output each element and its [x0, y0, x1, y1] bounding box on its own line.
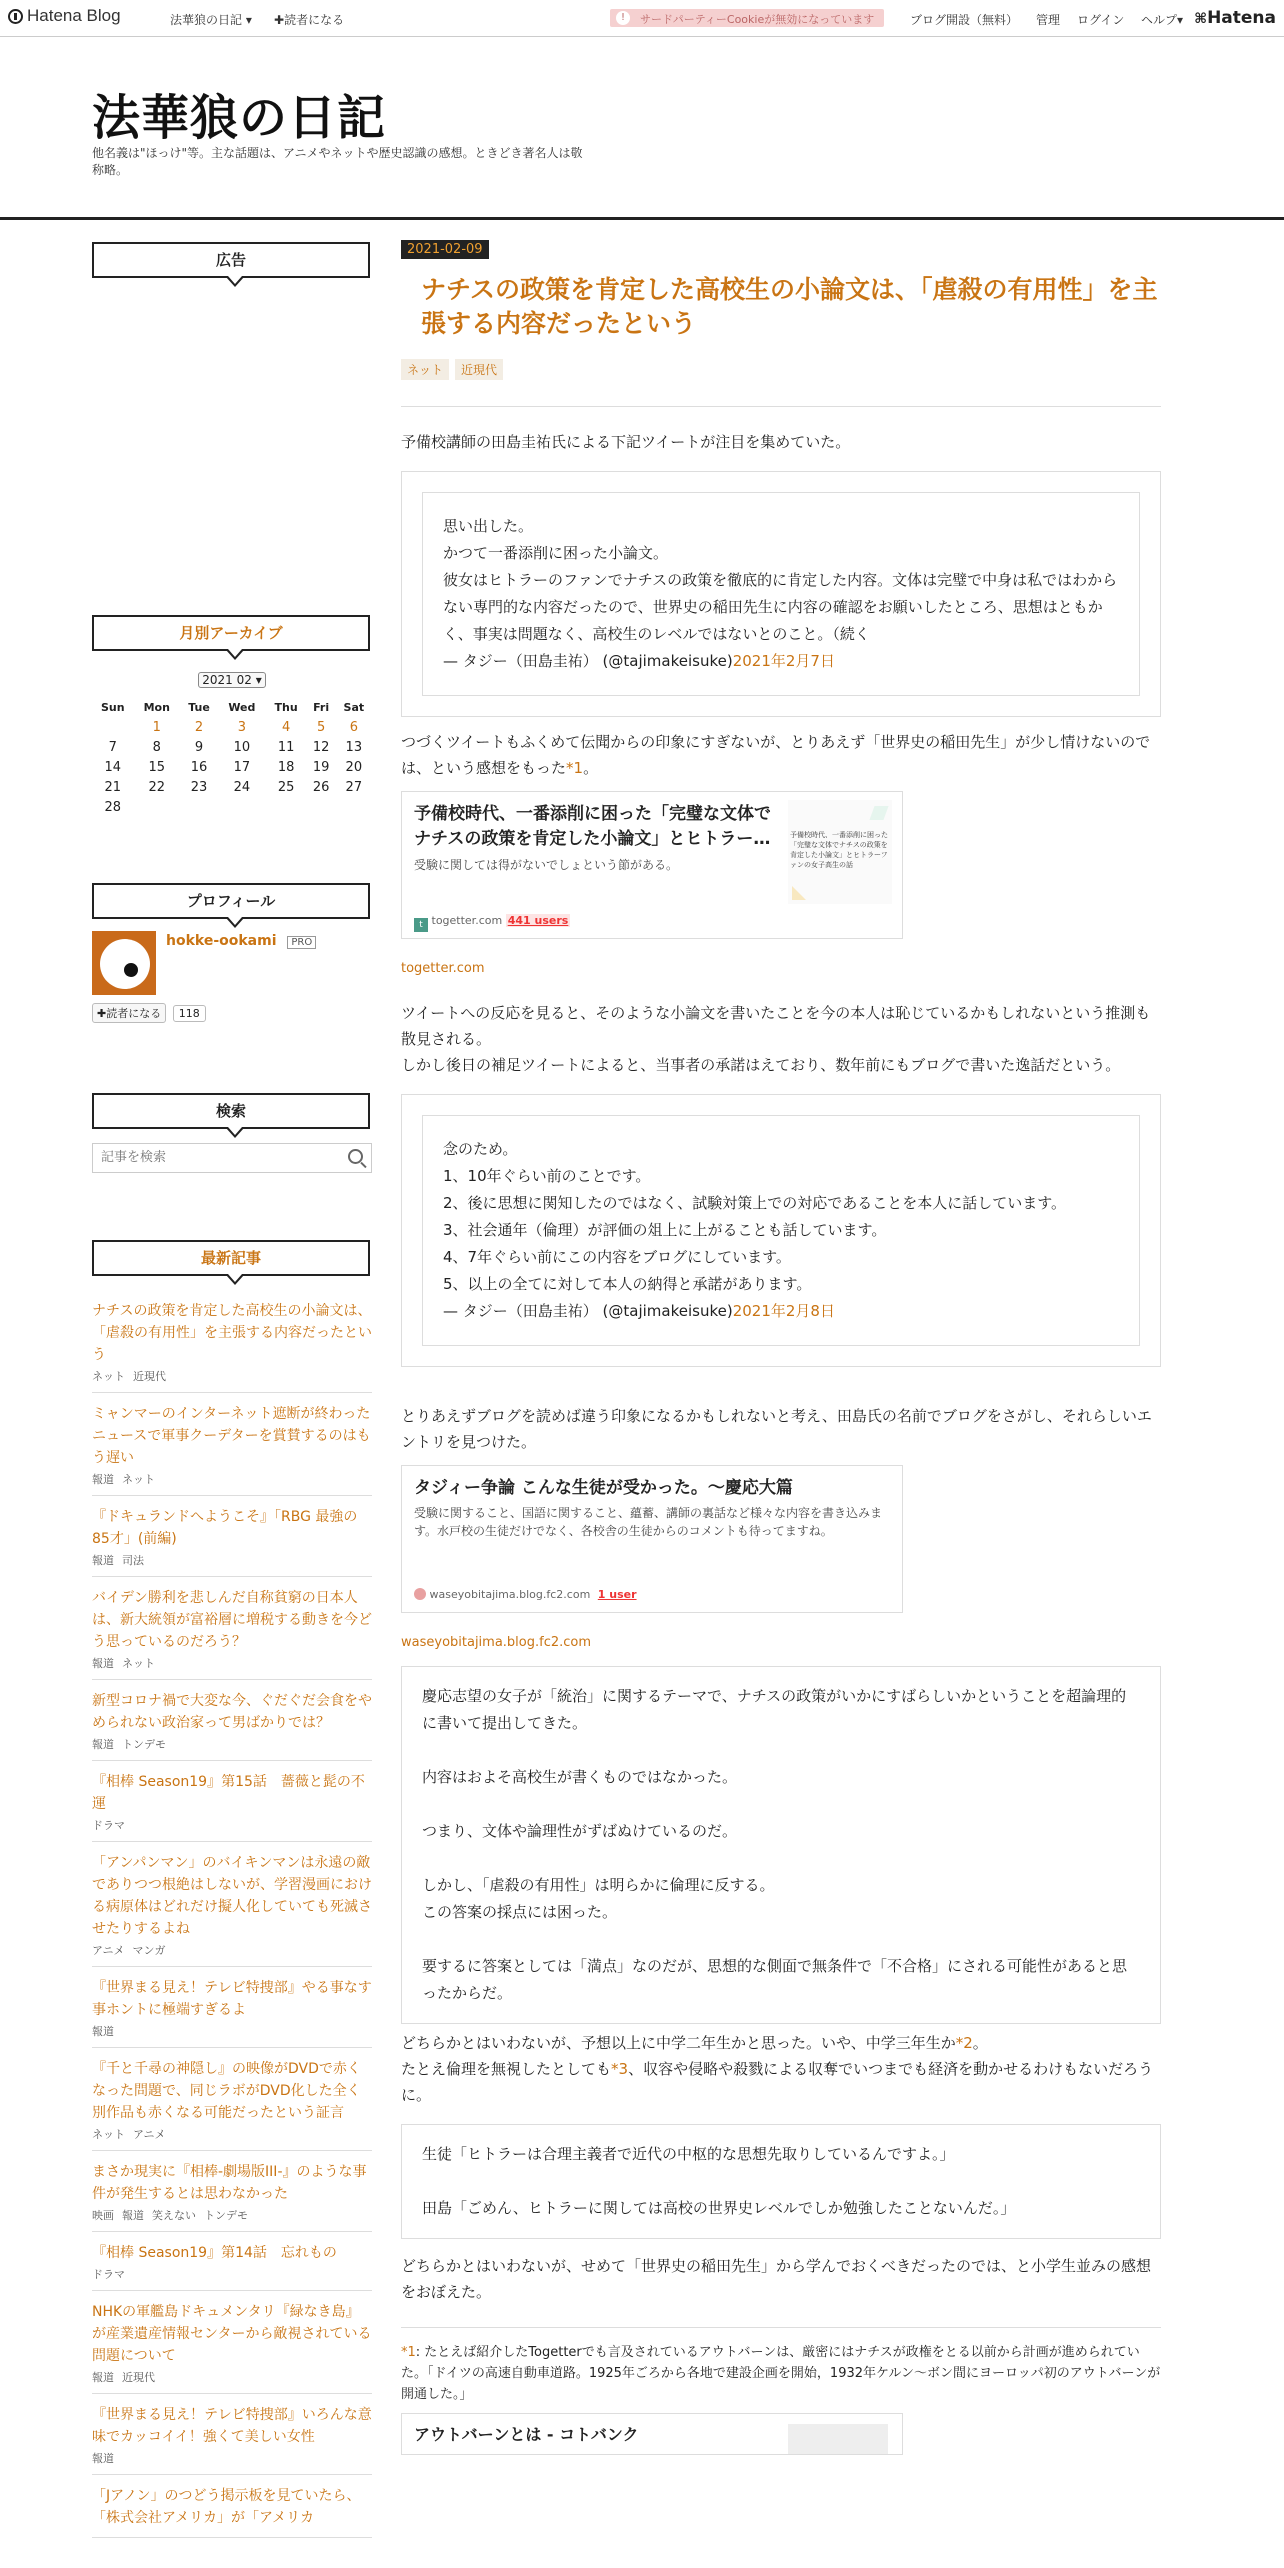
card-title: 予備校時代、一番添削に困った「完璧な文体で ナチスの政策を肯定した小論文」とヒトラー… — [414, 804, 771, 849]
recent-post-category[interactable]: ネット — [122, 1473, 155, 1486]
calendar-day: 28 — [104, 799, 122, 815]
recent-post-item — [92, 1577, 372, 1680]
global-header — [0, 0, 1284, 37]
recent-post-item — [92, 2232, 372, 2291]
recent-post-category[interactable]: アニメ — [133, 2128, 166, 2141]
recent-post-title[interactable]: 『世界まる見え！テレビ特捜部』いろんな意味でカッコイイ！強くて美しい女性 — [92, 2407, 372, 2445]
paragraph: たとえ倫理を無視したとしても*3、収容や侵略や殺戮による収奪でいつまでも経済を動かせるわけもないだろうに。 — [401, 2060, 1154, 2104]
ad-heading: 広告 — [92, 242, 370, 278]
calendar-day: 16 — [190, 759, 208, 775]
tweet-line: 2、後に思想に関知したのではなく、試験対策上での対応であることを本人に話しています。 — [443, 1194, 1067, 1212]
profile-heading: プロフィール — [92, 883, 370, 919]
recent-post-category[interactable]: 報道 — [122, 2209, 144, 2222]
recent-heading: 最新記事 — [92, 1240, 370, 1276]
category-tag[interactable]: ネット — [401, 359, 449, 380]
calendar-day: 21 — [104, 779, 122, 795]
calendar-day: 12 — [312, 739, 330, 755]
quote-paragraph: 慶応志望の女子が「統治」に関するテーマで、ナチスの政策がいかにすばらしいかということを超論理的に書いて提出してきた。 — [422, 1687, 1127, 1732]
recent-post-title[interactable]: 『世界まる見え！テレビ特捜部』やる事なす事ホントに極端すぎるよ — [92, 1980, 372, 2018]
paragraph: どちらかとはいわないが、せめて「世界史の稲田先生」から学んでおくべきだったのでは、と小学生並みの感想をおぼえた。 — [401, 2257, 1152, 2301]
recent-post-category[interactable]: 報道 — [92, 1657, 114, 1670]
recent-post-category[interactable]: 司法 — [122, 1554, 144, 1567]
search-input[interactable] — [99, 1149, 343, 1166]
recent-post-title[interactable]: 新型コロナ禍で大変な今、ぐだぐだ会食をやめられない政治家って男ばかりでは？ — [92, 1693, 372, 1731]
open-blog-link[interactable]: ブログ開設（無料） — [910, 13, 1019, 27]
card-domain: waseyobitajima.blog.fc2.com — [429, 1588, 591, 1601]
search-module — [92, 1093, 372, 1173]
subscribe-button[interactable]: ✚読者になる — [92, 1003, 166, 1023]
calendar-day-link[interactable]: 6 — [349, 719, 358, 735]
recent-post-title[interactable]: NHKの軍艦島ドキュメンタリ『緑なき島』が産業遺産情報センターから敵視されている問題について — [92, 2304, 372, 2364]
bookmark-users-badge[interactable]: 441 users — [507, 914, 569, 927]
bookmark-users-badge[interactable]: 1 user — [597, 1588, 637, 1601]
calendar-day: 15 — [148, 759, 166, 775]
recent-post-category[interactable]: トンデモ — [204, 2209, 248, 2222]
footnote-ref[interactable]: *3 — [611, 2060, 629, 2078]
card-title: アウトバーンとは - コトバンク — [414, 2425, 639, 2444]
paragraph: どちらかとはいわないが、予想以上に中学二年生かと思った。いや、中学三年生か*2。 — [401, 2034, 988, 2052]
tweet-date-link[interactable]: 2021年2月7日 — [732, 652, 835, 670]
source-link[interactable]: waseyobitajima.blog.fc2.com — [401, 1635, 592, 1650]
calendar-day: 11 — [277, 739, 295, 755]
tweet-line: 1、10年ぐらい前のことです。 — [443, 1167, 651, 1185]
recent-post-title[interactable]: ミャンマーのインターネット遮断が終わったニュースで軍事クーデターを賞賛するのはもう遅い — [92, 1406, 371, 1466]
calendar-weekday: Thu — [274, 701, 298, 714]
quote-paragraph: 内容はおよそ高校生が書くものではなかった。 — [422, 1768, 738, 1786]
calendar-day: 7 — [108, 739, 117, 755]
link-card[interactable] — [401, 2413, 903, 2455]
embedded-tweet — [401, 1094, 1161, 1367]
recent-post-category[interactable]: トンデモ — [122, 1738, 166, 1751]
embedded-tweet — [401, 471, 1161, 717]
card-title: タジィー争論 こんな生徒が受かった。～慶応大篇 — [414, 1478, 793, 1498]
calendar-day: 25 — [277, 779, 295, 795]
card-thumbnail — [788, 2424, 888, 2454]
hatena-blog-logo[interactable]: Hatena Blog — [8, 6, 121, 26]
tweet-body — [422, 1115, 1140, 1346]
search-heading: 検索 — [92, 1093, 370, 1129]
recent-post-category[interactable]: ドラマ — [92, 2268, 125, 2281]
recent-post-category[interactable]: マンガ — [132, 1944, 166, 1957]
calendar-day: 17 — [233, 759, 251, 775]
recent-post-item — [92, 1290, 372, 1393]
card-domain: togetter.com — [431, 914, 503, 927]
favicon-icon: t — [414, 918, 428, 932]
recent-post-item — [92, 1967, 372, 2048]
quote-paragraph: しかし、「虐殺の有用性」は明らかに倫理に反する。 この答案の採点には困った。 — [422, 1876, 775, 1921]
calendar-day-link[interactable]: 5 — [316, 719, 326, 735]
calendar-weekday: Mon — [143, 701, 170, 714]
recent-post-category[interactable]: 報道 — [92, 2371, 114, 2384]
calendar-weekday: Fri — [313, 701, 330, 714]
recent-post-item — [92, 1680, 372, 1761]
calendar-day: 18 — [277, 759, 295, 775]
calendar-day: 24 — [233, 779, 251, 795]
calendar-day-link[interactable]: 1 — [152, 719, 161, 735]
tweet-body — [422, 492, 1140, 696]
recent-post-item — [92, 2048, 372, 2151]
calendar-day-link[interactable]: 3 — [237, 719, 246, 735]
recent-post-category[interactable]: 報道 — [92, 1554, 114, 1567]
recent-post-category[interactable]: 笑えない — [152, 2209, 196, 2222]
pro-badge: PRO — [287, 936, 316, 949]
card-description: 受験に関しては得がないでしょという節がある。 — [414, 858, 679, 872]
recent-post-title[interactable]: 「Jアノン」のつどう掲示板を見ていたら、「株式会社アメリカ」が「アメリカ — [92, 2488, 361, 2526]
recent-post-category[interactable]: 近現代 — [133, 1370, 166, 1383]
paragraph: とりあえずブログを読めば違う印象になるかもしれないと考え、田島氏の名前でブログをさがし、それらしいエントリを見つけた。 — [401, 1407, 1152, 1451]
recent-post-title[interactable]: バイデン勝利を悲しんだ自称貧窮の日本人は、新大統領が富裕層に増税する動きを今どう思っているのだろう？ — [92, 1590, 372, 1650]
hatena-mark-icon: ⌘ — [1194, 11, 1208, 27]
login-link[interactable]: ログイン — [1077, 13, 1125, 27]
calendar-day: 19 — [312, 759, 330, 775]
info-icon: ! — [616, 11, 630, 25]
favicon-icon — [414, 1588, 426, 1600]
blockquote — [401, 1666, 1161, 2024]
card-thumbnail: 予備校時代、一番添削に困った「完璧な文体でナチスの政策を肯定した小論文」とヒトラーファンの女子高生の話 — [788, 800, 892, 904]
paragraph: ツイートへの反応を見ると、そのような小論文を書いたことを今の本人は恥じているかもしれないという推測も散見される。 — [401, 1004, 1151, 1048]
subscribe-link[interactable]: ✚読者になる — [274, 13, 345, 27]
plus-icon: ✚ — [97, 1007, 107, 1020]
calendar-day: 8 — [152, 739, 161, 755]
quote-paragraph: 生徒「ヒトラーは合理主義者で近代の中枢的な思想先取りしているんですよ。」 — [422, 2145, 955, 2163]
post-date[interactable]: 2021-02-09 — [401, 240, 489, 259]
footnotes: *1: たとえば紹介したTogetterでも言及されているアウトバーンは、厳密にはナチスが政権をとる以前から計画が進められていた。「ドイツの高速自動車道路。1925年ごろから各地で建設企画を開始，1932年ケルン〜ボン間にヨーロッパ初のアウトバーンが開通した。」 — [401, 2327, 1161, 2405]
hatena-logo-icon — [8, 9, 23, 24]
calendar-day: 27 — [345, 779, 363, 795]
recent-post-item — [92, 1496, 372, 1577]
tweet-line: かつて一番添削に困った小論文。 — [443, 544, 669, 562]
tweet-line: 思い出した。 — [443, 517, 534, 535]
calendar-day: 14 — [104, 759, 122, 775]
tweet-line: 5、以上の全てに対して本人の納得と承諾があります。 — [443, 1275, 812, 1293]
caret-down-icon: ▾ — [1177, 13, 1184, 27]
recent-post-item — [92, 1842, 372, 1967]
admin-link[interactable]: 管理 — [1036, 13, 1061, 27]
recent-post-item — [92, 1761, 372, 1842]
calendar-day-link[interactable]: 4 — [281, 719, 291, 735]
tweet-line: 3、社会通年（倫理）が評価の俎上に上がることも話しています。 — [443, 1221, 887, 1239]
paragraph: つづくツイートもふくめて伝聞からの印象にすぎないが、とりあえず「世界史の稲田先生」が少し情けないのでは、という感想をもった*1。 — [401, 733, 1151, 777]
source-link[interactable]: togetter.com — [401, 961, 485, 976]
profile-name[interactable]: hokke-ookami — [166, 933, 277, 949]
blockquote — [401, 2124, 1161, 2239]
quote-paragraph: 田島「ごめん、ヒトラーに関しては高校の世界史レベルでしか勉強したことないんだ。」 — [422, 2199, 1016, 2217]
archive-heading: 月別アーカイブ — [92, 615, 370, 651]
calendar-weekday: Sat — [343, 701, 365, 714]
blog-menu[interactable]: 法華狼の日記 ▾ — [170, 13, 252, 27]
footnote-ref[interactable]: *2 — [955, 2034, 973, 2052]
link-card[interactable] — [401, 1465, 903, 1613]
recent-post-category[interactable]: ネット — [92, 2128, 125, 2141]
select-arrow-icon: ▾ — [255, 673, 262, 687]
recent-post-item — [92, 2475, 372, 2538]
calendar-day: 23 — [190, 779, 208, 795]
recent-post-category[interactable]: 報道 — [92, 1473, 114, 1486]
calendar-day: 13 — [345, 739, 363, 755]
post-categories — [401, 359, 1161, 380]
recent-post-category[interactable]: 報道 — [92, 2452, 114, 2465]
tweet-line: 念のため。 — [443, 1140, 518, 1158]
profile-module — [92, 883, 372, 1041]
calendar-day-link[interactable]: 2 — [194, 719, 204, 735]
recent-post-item — [92, 2151, 372, 2232]
recent-post-item — [92, 2291, 372, 2394]
post-title[interactable]: ナチスの政策を肯定した高校生の小論文は、「虐殺の有用性」を主張する内容だったという — [421, 275, 1158, 338]
recent-post-category[interactable]: ドラマ — [92, 1819, 125, 1832]
article — [401, 238, 1161, 2455]
category-tag[interactable]: 近現代 — [455, 359, 503, 380]
calendar-day: 9 — [194, 739, 204, 755]
ad-module — [92, 242, 372, 278]
recent-post-title[interactable]: 『相棒 Season19』第15話 薔薇と髭の不運 — [92, 1774, 365, 1812]
recent-post-item — [92, 2394, 372, 2475]
recent-post-title[interactable]: 『千と千尋の神隠し』の映像がDVDで赤くなった問題で、同じラボがDVD化した全く別作品も赤くなる可能だったという証言 — [92, 2061, 361, 2121]
recent-posts-module — [92, 1240, 372, 2538]
subscriber-count: 118 — [173, 1005, 206, 1022]
recent-post-category[interactable]: ネット — [122, 1657, 155, 1670]
calendar-weekday: Sun — [100, 701, 125, 714]
intro-paragraph: 予備校講師の田島圭祐氏による下記ツイートが注目を集めていた。 — [401, 433, 851, 451]
tweet-line: 4、7年ぐらい前にこの内容をブログにしています。 — [443, 1248, 791, 1266]
blog-description: 他名義は"ほっけ"等。主な話題は、アニメやネットや歴史認識の感想。ときどき著名人は敬称略。 — [92, 146, 583, 177]
archive-calendar — [92, 698, 372, 817]
archive-module — [92, 615, 372, 817]
calendar-weekday: Wed — [228, 701, 256, 714]
footnote-backlink[interactable]: *1 — [401, 2345, 416, 2360]
plus-icon: ✚ — [274, 13, 285, 27]
recent-post-category[interactable]: ネット — [92, 1370, 125, 1383]
calendar-day: 10 — [233, 739, 251, 755]
caret-down-icon: ▾ — [245, 13, 252, 27]
recent-post-item — [92, 1393, 372, 1496]
blog-title[interactable]: 法華狼の日記 — [92, 90, 387, 146]
archive-month-select[interactable]: 2021 02 ▾ — [198, 672, 265, 688]
calendar-day: 22 — [148, 779, 166, 795]
cookie-notice[interactable]: ! サードパーティーCookieが無効になっています — [610, 9, 884, 27]
tweet-date-link[interactable]: 2021年2月8日 — [732, 1302, 835, 1320]
tweet-attribution: — タジー（田島圭祐） (@tajimakeisuke)2021年2月7日 — [443, 652, 835, 670]
calendar-weekday: Tue — [188, 701, 210, 714]
recent-post-category[interactable]: 報道 — [92, 2025, 114, 2038]
help-menu[interactable]: ヘルプ▾ — [1141, 13, 1184, 27]
recent-post-title[interactable]: まさか現実に『相棒-劇場版III-』のような事件が発生するとは思わなかった — [92, 2164, 367, 2202]
card-description: 受験に関すること、国語に関すること、蘊蓄、講師の裏話など様々な内容を書き込みます。水戸校の生徒だけでなく、各校舎の生徒からのコメントも待ってますね。 — [414, 1506, 883, 1538]
recent-post-title[interactable]: 『相棒 Season19』第14話 忘れもの — [92, 2245, 337, 2261]
hatena-brand-logo[interactable]: ⌘Hatena — [1194, 8, 1276, 28]
recent-post-category[interactable]: 近現代 — [122, 2371, 155, 2384]
calendar-day: 20 — [345, 759, 363, 775]
quote-paragraph: つまり、文体や論理性がずばぬけているのだ。 — [422, 1822, 738, 1840]
recent-post-category[interactable]: 報道 — [92, 1738, 114, 1751]
quote-paragraph: 要するに答案としては「満点」なのだが、思想的な側面で無条件で「不合格」にされる可能性があると思ったからだ。 — [422, 1957, 1128, 2002]
recent-post-category[interactable]: アニメ — [92, 1944, 125, 1957]
recent-post-category[interactable]: 映画 — [92, 2209, 114, 2222]
paragraph: しかし後日の補足ツイートによると、当事者の承諾はえており、数年前にもブログで書いた逸話だという。 — [401, 1056, 1121, 1074]
avatar[interactable] — [92, 931, 156, 995]
calendar-day: 26 — [312, 779, 330, 795]
recent-post-title[interactable]: 『ドキュランドへようこそ』「RBG 最強の85才」(前編) — [92, 1509, 358, 1547]
tweet-attribution: — タジー（田島圭祐） (@tajimakeisuke)2021年2月8日 — [443, 1302, 835, 1320]
blog-header — [0, 37, 1284, 220]
tweet-line: 彼女はヒトラーのファンでナチスの政策を徹底的に肯定した内容。文体は完璧で中身は私ではわからない専門的な内容だったので、世界史の稲田先生に内容の確認をお願いしたところ、思想はともかく、事実は問題なく、高校生のレベルではないとのこと。（続く — [443, 571, 1118, 643]
recent-post-title[interactable]: ナチスの政策を肯定した高校生の小論文は、「虐殺の有用性」を主張する内容だったという — [92, 1303, 372, 1363]
recent-post-title[interactable]: 「アンパンマン」のバイキンマンは永遠の敵でありつつ根絶はしないが、学習漫画における病原体はどれだけ擬人化していても死滅させたりするよね — [92, 1855, 372, 1937]
link-card[interactable] — [401, 791, 903, 939]
footnote-ref[interactable]: *1 — [566, 759, 584, 777]
